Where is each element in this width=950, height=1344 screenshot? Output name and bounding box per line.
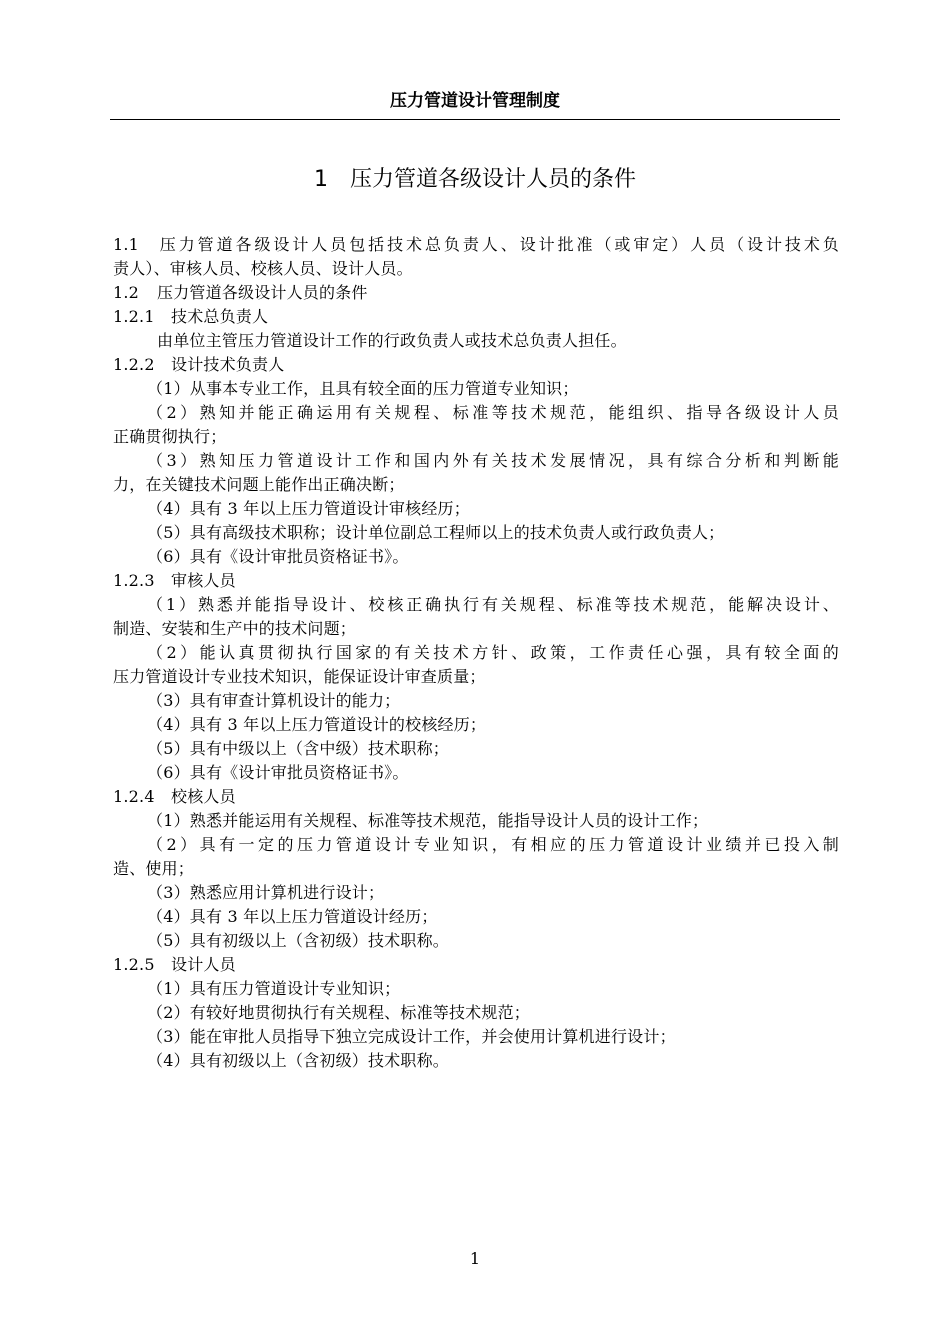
line-text: （2）能认真贯彻执行国家的有关技术方针、政策，工作责任心强，具有较全面的: [147, 643, 839, 662]
text-line: [113, 497, 839, 521]
line-text: （1）熟悉并能运用有关规程、标准等技术规范，能指导设计人员的设计工作；: [147, 811, 709, 830]
section-number: 1.2.4: [113, 787, 155, 806]
section-number: 1.1: [113, 235, 140, 254]
line-text: （4）具有初级以上（含初级）技术职称。: [147, 1051, 449, 1070]
chapter-title-text: 压力管道各级设计人员的条件: [349, 167, 636, 192]
text-line: [113, 281, 839, 305]
text-line: [113, 809, 839, 833]
text-line: [113, 473, 839, 497]
line-text: 由单位主管压力管道设计工作的行政负责人或技术总负责人担任。: [157, 331, 627, 350]
text-line: [113, 329, 839, 353]
section-number: 1.2: [113, 283, 140, 302]
line-text: （6）具有《设计审批员资格证书》。: [147, 763, 409, 782]
line-text: （1）熟悉并能指导设计、校核正确执行有关规程、标准等技术规范，能解决设计、: [147, 595, 839, 614]
line-text: 压力管道各级设计人员的条件: [157, 283, 368, 302]
line-text: （3）能在审批人员指导下独立完成设计工作，并会使用计算机进行设计；: [147, 1027, 676, 1046]
text-line: [113, 641, 839, 665]
text-line: [113, 881, 839, 905]
text-line: [113, 857, 839, 881]
text-line: [113, 305, 839, 329]
line-text: 压力管道设计专业技术知识，能保证设计审查质量；: [113, 667, 486, 686]
text-line: [113, 233, 839, 257]
line-text: （2）具有一定的压力管道设计专业知识，有相应的压力管道设计业绩并已投入制: [147, 835, 839, 854]
line-text: 正确贯彻执行；: [113, 427, 227, 446]
line-text: （3）具有审查计算机设计的能力；: [147, 691, 401, 710]
line-text: 设计人员: [171, 955, 236, 974]
text-line: [113, 1025, 839, 1049]
text-line: [113, 713, 839, 737]
line-text: 力，在关键技术问题上能作出正确决断；: [113, 475, 405, 494]
text-line: [113, 377, 839, 401]
text-line: [113, 689, 839, 713]
text-line: [113, 617, 839, 641]
text-line: [113, 785, 839, 809]
text-line: [113, 953, 839, 977]
text-line: [113, 1001, 839, 1025]
text-line: [113, 593, 839, 617]
text-line: [113, 401, 839, 425]
line-text: （3）熟悉应用计算机进行设计；: [147, 883, 385, 902]
line-text: 校核人员: [171, 787, 236, 806]
line-text: （5）具有高级技术职称；设计单位副总工程师以上的技术负责人或行政负责人；: [147, 523, 725, 542]
text-line: [113, 521, 839, 545]
line-text: （1）从事本专业工作，且具有较全面的压力管道专业知识；: [147, 379, 579, 398]
text-line: [113, 737, 839, 761]
line-text: （4）具有 3 年以上压力管道设计的校核经历；: [147, 715, 487, 734]
text-line: [113, 545, 839, 569]
text-line: [113, 449, 839, 473]
chapter-number: 1: [313, 167, 328, 192]
page-number: 1: [469, 1249, 481, 1268]
line-text: 造、使用；: [113, 859, 195, 878]
line-text: （4）具有 3 年以上压力管道设计审核经历；: [147, 499, 470, 518]
document-body: [113, 233, 839, 1073]
text-line: [113, 929, 839, 953]
text-line: [113, 425, 839, 449]
line-text: 审核人员: [171, 571, 236, 590]
line-text: （1）具有压力管道设计专业知识；: [147, 979, 401, 998]
line-text: 技术总负责人: [171, 307, 269, 326]
line-text: （5）具有中级以上（含中级）技术职称；: [147, 739, 449, 758]
line-text: （2）有较好地贯彻执行有关规程、标准等技术规范；: [147, 1003, 530, 1022]
line-text: 设计技术负责人: [171, 355, 285, 374]
text-line: [113, 257, 839, 281]
line-text: 责人）、审核人员、校核人员、设计人员。: [113, 259, 413, 278]
text-line: [113, 1049, 839, 1073]
section-number: 1.2.5: [113, 955, 155, 974]
line-text: （3）熟知压力管道设计工作和国内外有关技术发展情况，具有综合分析和判断能: [147, 451, 839, 470]
text-line: [113, 833, 839, 857]
text-line: [113, 569, 839, 593]
section-number: 1.2.1: [113, 307, 155, 326]
line-text: （5）具有初级以上（含初级）技术职称。: [147, 931, 449, 950]
line-text: 压力管道各级设计人员包括技术总负责人、设计批准（或审定）人员（设计技术负: [157, 235, 839, 254]
text-line: [113, 353, 839, 377]
line-text: 制造、安装和生产中的技术问题；: [113, 619, 357, 638]
running-header: 压力管道设计管理制度: [390, 91, 560, 111]
section-number: 1.2.3: [113, 571, 155, 590]
text-line: [113, 761, 839, 785]
line-text: （6）具有《设计审批员资格证书》。: [147, 547, 409, 566]
section-number: 1.2.2: [113, 355, 155, 374]
text-line: [113, 665, 839, 689]
header-rule: [110, 119, 840, 120]
text-line: [113, 977, 839, 1001]
line-text: （2）熟知并能正确运用有关规程、标准等技术规范，能组织、指导各级设计人员: [147, 403, 839, 422]
chapter-title: [110, 163, 840, 197]
text-line: [113, 905, 839, 929]
line-text: （4）具有 3 年以上压力管道设计经历；: [147, 907, 438, 926]
